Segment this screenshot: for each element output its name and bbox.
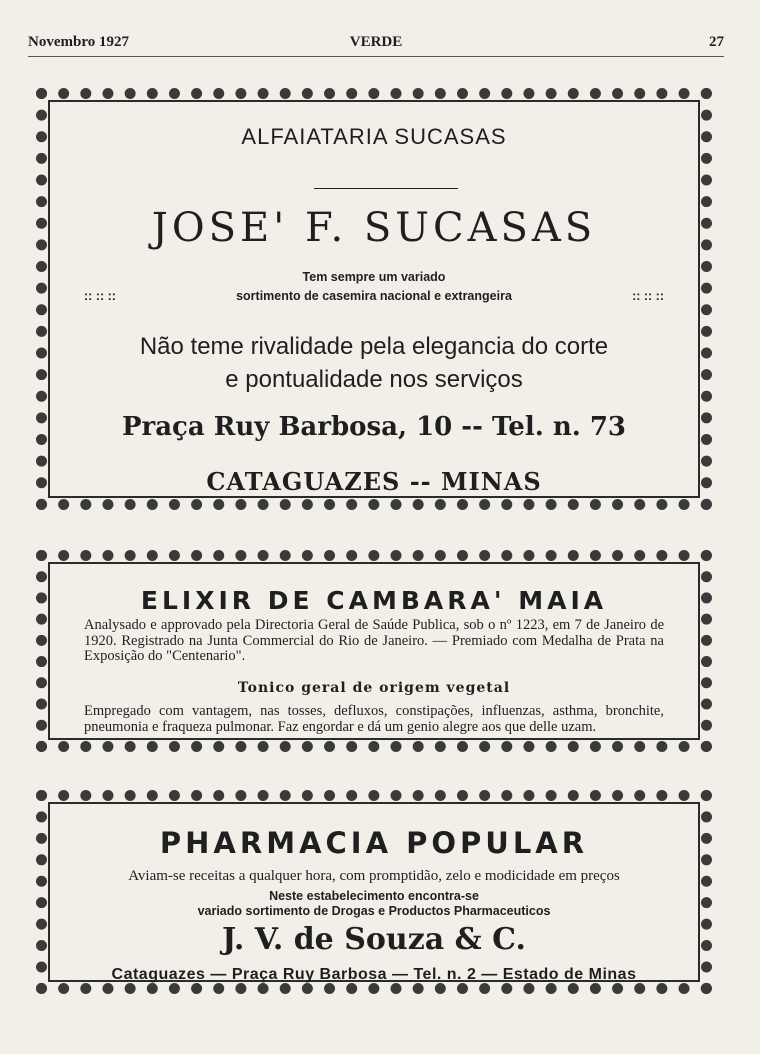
advert-title: ALFAIATARIA SUCASAS [241,124,507,149]
header-title: VERDE [349,34,403,50]
info-line-2: variado sortimento de Drogas e Productos Pharmaceuticos [197,904,551,918]
tagline-line-1: Tem sempre um variado [302,270,446,284]
slogan-line-2: e pontualidade nos serviços [225,366,523,393]
info-line-1: Neste estabelecimento encontra-se [269,889,479,903]
advert-subtitle: Tonico geral de origem vegetal [237,680,511,696]
owner-name: JOSE' F. SUCASAS [151,205,597,251]
divider [314,188,458,189]
advert-alfaiataria [24,76,724,522]
service-line: Aviam-se receitas a qualquer hora, com promptidão, zelo e modicidade em preços [128,868,620,884]
advert-elixir [24,538,724,764]
usage-paragraph: Empregado com vantagem, nas tosses, defluxos, constipações, influenzas, asthma, bronchite, pneumonia e fraqueza pulmonar. Faz engordar e dá um genio alegre aos que delle uzam. [84,703,664,735]
tagline-line-2 [50,289,698,303]
address: Praça Ruy Barbosa, 10 -- Tel. n. 73 [121,412,627,442]
advert-content [50,804,698,983]
slogan-line-1: Não teme rivalidade pela elegancia do corte [139,333,609,360]
advert-content [50,564,698,738]
tagline-text: sortimento de casemira nacional e extrangeira [236,289,512,303]
owner-name: J. V. de Souza & C. [222,922,526,957]
ornament-left: :: :: :: [84,289,116,303]
description-paragraph: Analysado e approvado pela Directoria Geral de Saúde Publica, sob o nº 1223, em 7 de Janeiro de 1920. Registrado na Junta Commercial do Rio de Janeiro. — Premiado com Medalha de Prata na Exposição do "Centenario". [84,617,664,664]
page-number: 27 [709,34,724,50]
advert-content [50,102,698,496]
page-header [28,34,724,57]
advert-pharmacia [24,778,724,1006]
city: CATAGUAZES -- MINAS [206,467,542,496]
advert-title: PHARMACIA POPULAR [159,826,589,860]
advert-title: ELIXIR DE CAMBARA' MAIA [140,586,608,615]
header-date: Novembro 1927 [28,34,129,50]
address: Cataguazes — Praça Ruy Barbosa — Tel. n. 2 — Estado de Minas [111,966,637,983]
ornament-right: :: :: :: [632,289,664,303]
